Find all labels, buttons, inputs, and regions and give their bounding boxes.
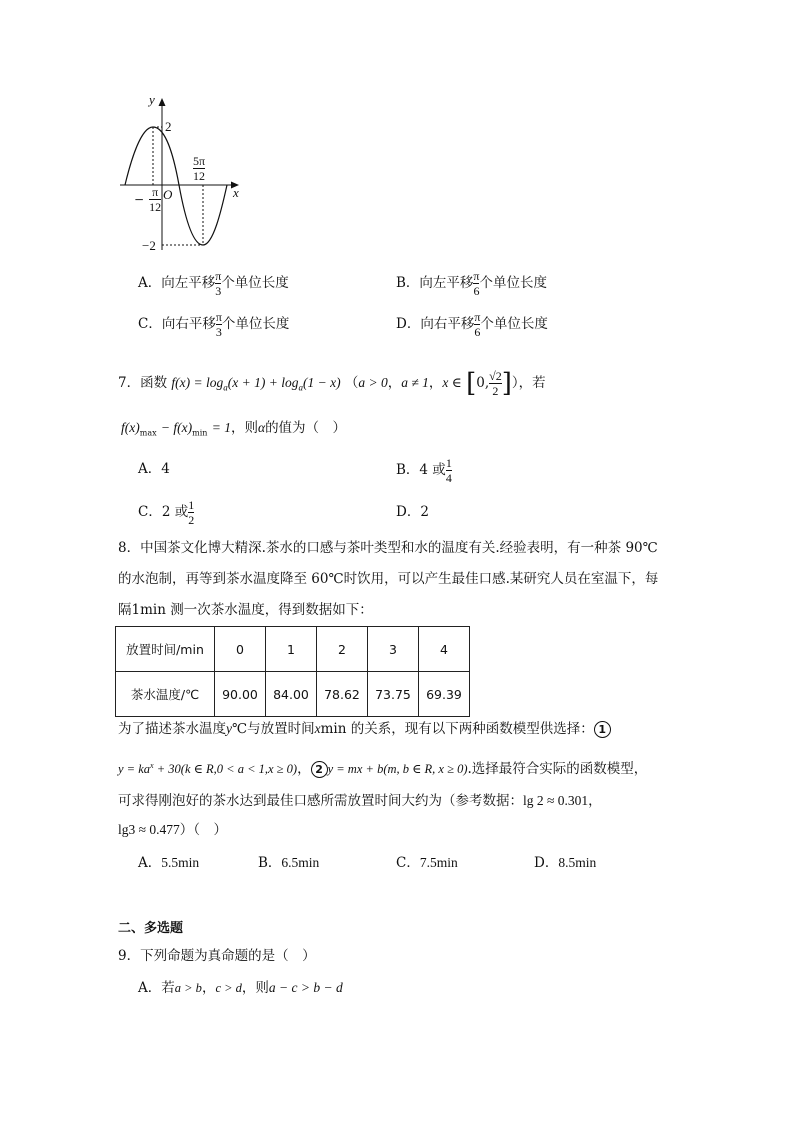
- frac-den: 4: [445, 471, 452, 485]
- q7-option-b[interactable]: [396, 457, 452, 484]
- frac-den: 2: [188, 513, 195, 527]
- option-text: 5.5min: [161, 855, 200, 870]
- q7-comma-2: ，: [428, 375, 443, 391]
- graph-min-label: −2: [142, 238, 156, 253]
- q7-eq: = 1: [211, 420, 231, 435]
- q8-model1: y = ka: [118, 762, 151, 776]
- q8-line5: [118, 757, 647, 778]
- option-post: 个单位长度: [480, 316, 548, 332]
- q7-ask: 的值为（ ）: [265, 420, 347, 436]
- circled-two-icon: 2: [311, 761, 328, 778]
- q9-opt-a-cond1: a > b: [174, 981, 202, 995]
- q6-option-a[interactable]: [138, 270, 289, 297]
- table-cell: 69.39: [419, 672, 470, 717]
- q8-model1-b: + 30: [153, 762, 181, 776]
- q8-line3: 隔1min 测一次茶水温度，得到数据如下：: [118, 602, 373, 618]
- q8-line5-end: .选择最符合实际的函数模型，: [467, 761, 648, 777]
- graph-x-label: x: [233, 185, 239, 200]
- option-letter: A．: [138, 461, 162, 477]
- q9-opt-a-comma: ，: [201, 980, 216, 996]
- option-fraction: [188, 499, 194, 526]
- option-letter: D．: [534, 855, 559, 871]
- q8-option-a[interactable]: [138, 856, 199, 871]
- q7-log-base-2: a: [298, 382, 303, 393]
- option-letter: A．: [138, 980, 162, 996]
- graph-right-tick: [193, 155, 205, 182]
- q8-line4-a: 为了描述茶水温度: [118, 721, 226, 737]
- table-row: [116, 627, 470, 672]
- q7-cond-a: a > 0: [358, 375, 388, 390]
- right-tick-fraction: [193, 155, 205, 182]
- option-text: 4 或: [419, 461, 446, 478]
- q8-line6: [118, 794, 602, 809]
- section-title: 二、多选题: [118, 921, 184, 936]
- option-text: 4: [161, 461, 170, 477]
- q8-option-b[interactable]: [258, 856, 319, 871]
- table-row: [116, 672, 470, 717]
- q9-opt-a-result: a − c > b − d: [268, 980, 343, 995]
- q8-lg3: lg3 ≈ 0.477: [118, 822, 180, 837]
- q7-interval-left: 0,: [476, 374, 490, 391]
- left-tick-num: π: [152, 185, 159, 199]
- table-header-temp: 茶水温度/℃: [116, 672, 215, 717]
- q8-line1-text: 中国茶文化博大精深.茶水的口感与茶叶类型和水的温度有关.经验表明，有一种茶 90℃: [140, 540, 658, 556]
- option-text: 2 或: [161, 503, 189, 520]
- option-text: 6.5min: [281, 855, 320, 870]
- q9-stem-text: 下列命题为真命题的是（ ）: [140, 948, 316, 964]
- option-text: 7.5min: [419, 855, 458, 870]
- frac-den: 6: [473, 284, 480, 298]
- left-tick-den: 12: [149, 200, 162, 214]
- q7-option-a[interactable]: [138, 463, 170, 477]
- q7-cond-c: x ∈: [442, 375, 462, 390]
- q6-option-c[interactable]: [138, 311, 289, 338]
- q7-sqrt-num: √2: [489, 369, 502, 383]
- option-letter: C．: [138, 504, 162, 520]
- option-letter: A．: [138, 275, 162, 291]
- table-cell: 73.75: [368, 672, 419, 717]
- q7-max-sub: max: [139, 428, 157, 438]
- table-cell: 0: [215, 627, 266, 672]
- table-cell: 3: [368, 627, 419, 672]
- q8-line1: [118, 542, 658, 556]
- q7-fmax: f(x): [121, 420, 140, 435]
- q7-number: 7．: [118, 375, 141, 391]
- q8-model1-cond: (k ∈ R,0 < a < 1,x ≥ 0): [180, 762, 298, 776]
- frac-num: 1: [445, 456, 452, 470]
- option-post: 个单位长度: [479, 275, 547, 291]
- q8-option-d[interactable]: [534, 856, 596, 871]
- q8-model-sep: ，: [297, 761, 311, 777]
- frac-den: 3: [215, 284, 222, 298]
- frac-den: 6: [474, 325, 481, 339]
- option-post: 个单位长度: [221, 316, 290, 332]
- q8-lg2: lg 2 ≈ 0.301: [523, 793, 589, 808]
- q7-func-mid: (x + 1) + log: [227, 375, 299, 390]
- table-cell: 78.62: [317, 672, 368, 717]
- option-fraction: [446, 457, 452, 484]
- q8-option-c[interactable]: [396, 856, 458, 871]
- option-text: 2: [420, 504, 429, 520]
- q7-stem-end: ），若: [511, 374, 546, 391]
- left-tick-sign: −: [134, 192, 145, 207]
- q7-interval-fraction: [489, 370, 502, 397]
- q9-opt-a-if: 若: [161, 980, 175, 996]
- q7-stem-a: 函数: [140, 375, 168, 391]
- q8-data-table: [115, 626, 470, 717]
- right-tick-den: 12: [193, 169, 206, 183]
- q8-line4-y: y: [226, 721, 232, 736]
- option-letter: B．: [396, 462, 420, 478]
- option-letter: A．: [138, 855, 162, 871]
- q8-line7-end: ）（ ）: [179, 822, 228, 838]
- option-pre: 向右平移: [420, 316, 475, 332]
- option-text: 8.5min: [558, 855, 597, 870]
- q8-model2: y = mx + b: [327, 762, 384, 776]
- circled-one-icon: 1: [594, 721, 611, 738]
- q7-then: ，则: [230, 420, 258, 436]
- y-axis-arrow-icon: [159, 98, 166, 106]
- q8-line4-b: ℃与放置时间: [232, 721, 315, 737]
- option-letter: C．: [138, 316, 162, 332]
- left-tick-fraction: [149, 186, 161, 213]
- q7-func-end: (1 − x): [302, 375, 341, 390]
- table-cell: 1: [266, 627, 317, 672]
- table-header-time: 放置时间/min: [116, 627, 215, 672]
- sine-graph: [115, 90, 250, 255]
- q7-func: f(x) = log: [171, 375, 224, 390]
- q7-option-c[interactable]: [138, 499, 194, 526]
- q7-stem-line2: [121, 421, 346, 438]
- q8-model2-cond: (m, b ∈ R, x ≥ 0): [383, 762, 468, 776]
- frac-num: 1: [188, 498, 195, 512]
- frac-num: π: [473, 269, 480, 283]
- frac-num: π: [474, 310, 481, 324]
- q7-min-sub: min: [192, 428, 208, 438]
- q6-option-d[interactable]: [396, 311, 548, 338]
- table-cell: 2: [317, 627, 368, 672]
- q8-line6-text: 可求得刚泡好的茶水达到最佳口感所需放置时间大约为（参考数据：: [118, 793, 523, 809]
- table-cell: 90.00: [215, 672, 266, 717]
- frac-num: π: [215, 310, 222, 324]
- option-pre: 向左平移: [161, 275, 216, 291]
- q7-option-d[interactable]: [396, 506, 429, 520]
- q9-opt-a-then: ，则: [241, 980, 269, 996]
- right-tick-num: 5π: [193, 154, 206, 168]
- option-letter: B．: [396, 275, 420, 291]
- q8-line4: [118, 721, 611, 738]
- q9-number: 9．: [118, 948, 141, 964]
- graph-origin-label: O: [163, 187, 173, 202]
- q8-line2: 的水泡制，再等到茶水温度降至 60℃时饮用，可以产生最佳口感.某研究人员在室温下，每: [118, 571, 659, 587]
- q7-alpha: α: [257, 420, 266, 435]
- option-letter: D．: [396, 504, 421, 520]
- q8-line4-c: min 的关系，现有以下两种函数模型供选择：: [320, 721, 594, 737]
- q7-log-base-1: a: [223, 382, 228, 393]
- option-letter: B．: [258, 855, 282, 871]
- q8-line7: [118, 823, 227, 838]
- option-letter: D．: [396, 316, 421, 332]
- option-letter: C．: [396, 855, 420, 871]
- frac-num: π: [215, 269, 222, 283]
- graph-y-label: y: [149, 92, 155, 107]
- q7-fmin: − f(x): [160, 420, 193, 435]
- table-cell: 84.00: [266, 672, 317, 717]
- q8-line6-end: ，: [588, 793, 602, 809]
- graph-max-label: 2: [165, 119, 172, 134]
- table-cell: 4: [419, 627, 470, 672]
- q8-number: 8．: [118, 540, 141, 556]
- q6-option-b[interactable]: [396, 270, 547, 297]
- q7-cond-b: a ≠ 1: [401, 375, 429, 390]
- q9-option-a[interactable]: [138, 981, 343, 996]
- q7-cond-open: （: [344, 375, 359, 391]
- graph-left-tick: [134, 186, 161, 213]
- q7-stem-line1: 7．函数 $f(x) = \log_a(x + 1) + \log_a(1 - x) (a > 0$，a ≠ 1，x ∈ [0, $\frac{√2}{2}$ ]），若: [118, 368, 546, 399]
- q9-stem: [118, 950, 316, 964]
- q9-opt-a-cond2: c > d: [215, 981, 242, 995]
- q8-model1-exp: x: [150, 760, 154, 770]
- frac-den: 3: [215, 325, 222, 339]
- q7-comma-1: ，: [387, 375, 402, 391]
- q8-line4-x: x: [314, 721, 321, 736]
- option-pre: 向左平移: [419, 275, 474, 291]
- option-pre: 向右平移: [161, 316, 216, 332]
- q7-sqrt-den: 2: [492, 384, 499, 398]
- option-post: 个单位长度: [221, 275, 289, 291]
